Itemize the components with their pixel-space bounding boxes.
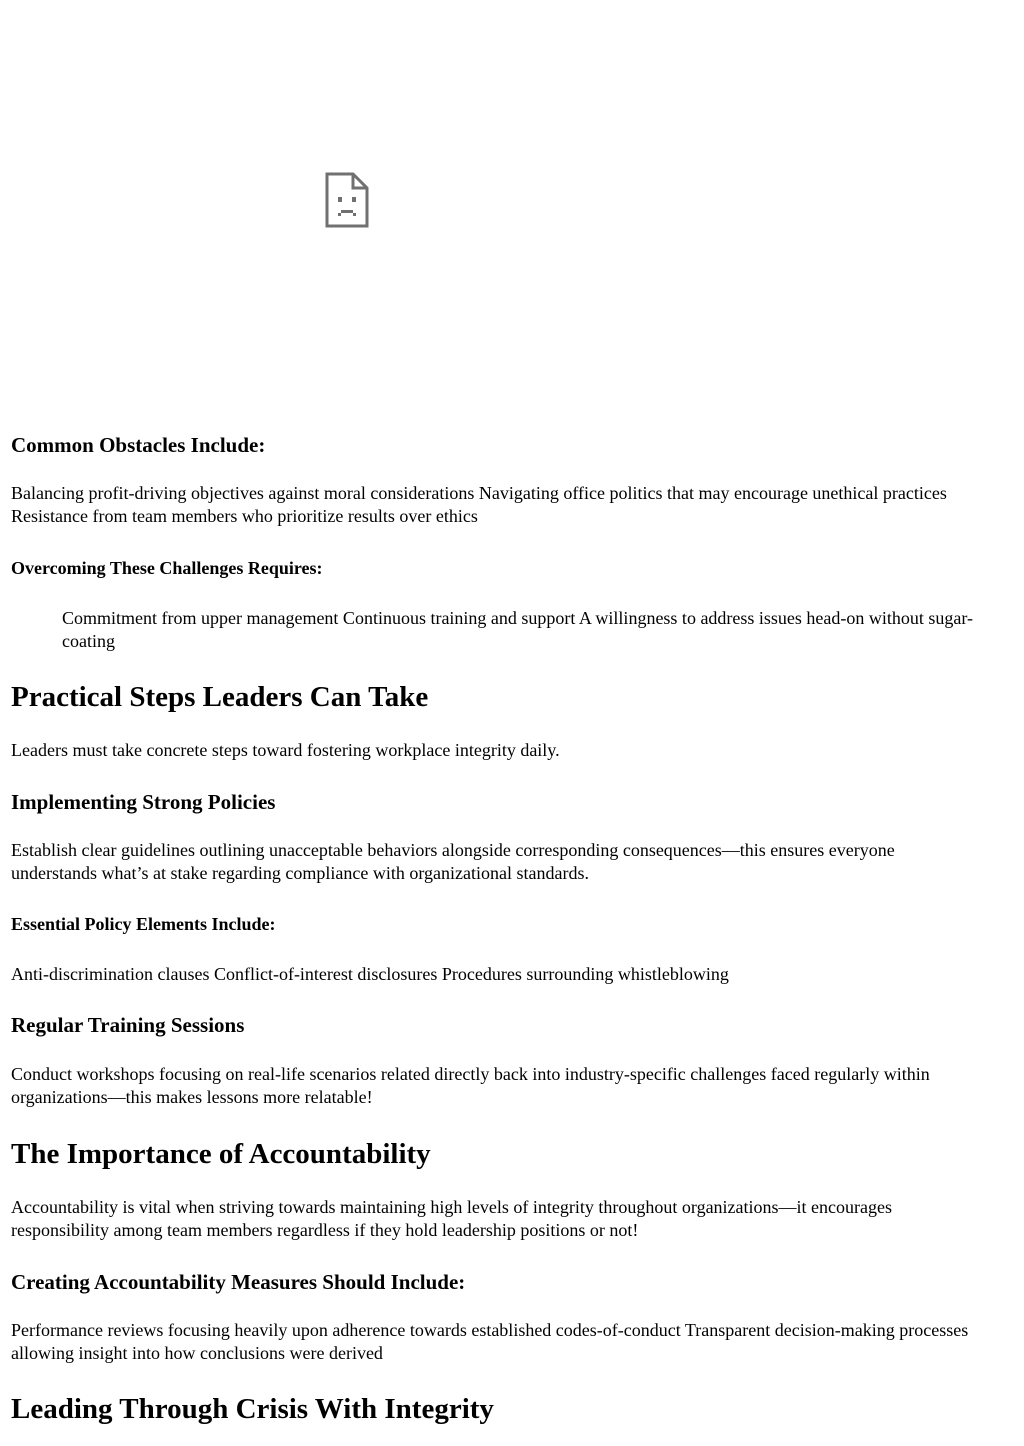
- obstacles-text: Balancing profit-driving objectives against moral considerations Navigating office politics that may encourage unethical practices Resistance from team members who prioritize results over ethics: [11, 483, 947, 526]
- broken-document-icon: [325, 172, 369, 228]
- embedded-frame: [11, 0, 691, 402]
- policies-heading: Implementing Strong Policies: [11, 790, 276, 814]
- practical-steps-text: Leaders must take concrete steps toward fostering workplace integrity daily.: [11, 740, 560, 760]
- measures-text: Performance reviews focusing heavily upon adherence towards established codes-of-conduct Transparent decision-making processes allowing insight into how conclusions were derived: [11, 1320, 969, 1363]
- training-heading: Regular Training Sessions: [11, 1013, 245, 1037]
- policies-text: Establish clear guidelines outlining unacceptable behaviors alongside corresponding consequences—this ensures everyone understands what’s at stake regarding compliance with organizational standards.: [11, 840, 895, 883]
- training-text: Conduct workshops focusing on real-life scenarios related directly back into industry-specific challenges faced regularly within organizations—this makes lessons more relatable!: [11, 1064, 930, 1107]
- article-body: [11, 0, 1011, 1425]
- overcoming-blockquote: Commitment from upper management Continuous training and support A willingness to address issues head-on without sugar-coating: [62, 608, 974, 651]
- practical-steps-heading: Practical Steps Leaders Can Take: [11, 681, 429, 713]
- measures-heading: Creating Accountability Measures Should Include:: [11, 1270, 466, 1294]
- obstacles-heading: Common Obstacles Include:: [11, 433, 266, 457]
- accountability-heading: The Importance of Accountability: [11, 1138, 431, 1170]
- accountability-text: Accountability is vital when striving towards maintaining high levels of integrity throughout organizations—it encourages responsibility among team members regardless if they hold leadership positions or not!: [11, 1197, 892, 1240]
- policy-elements-heading: Essential Policy Elements Include:: [11, 914, 276, 934]
- crisis-heading: Leading Through Crisis With Integrity: [11, 1393, 494, 1425]
- overcoming-heading: Overcoming These Challenges Requires:: [11, 558, 323, 578]
- policy-elements-text: Anti-discrimination clauses Conflict-of-interest disclosures Procedures surrounding whistleblowing: [11, 964, 729, 984]
